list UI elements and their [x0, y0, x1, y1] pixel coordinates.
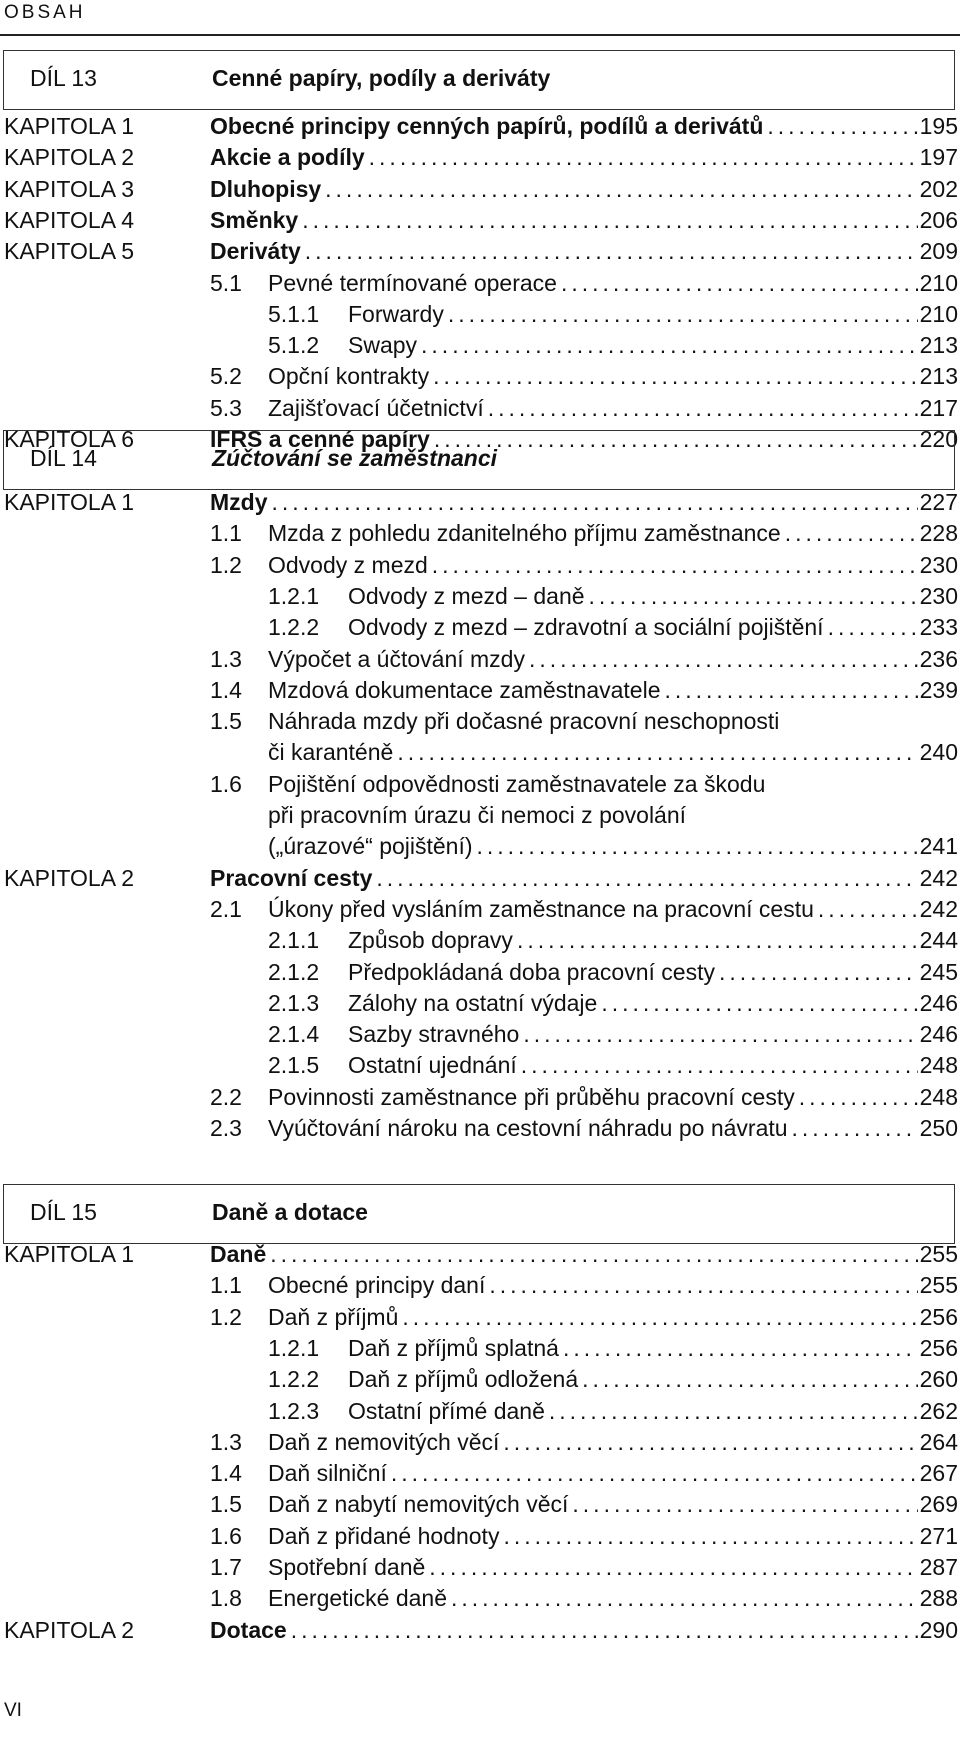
dot-leader — [523, 1019, 918, 1049]
section-number: 1.2.1 — [268, 1334, 320, 1361]
section-title-continuation: či karanténě — [268, 739, 394, 766]
toc-entry[interactable] — [0, 1239, 960, 1269]
toc-entry[interactable] — [0, 393, 960, 423]
toc-entry[interactable] — [0, 174, 960, 204]
toc-entry[interactable] — [0, 361, 960, 391]
part-number: DÍL 14 — [30, 445, 97, 471]
section-number: 5.1.1 — [268, 300, 320, 327]
section-number: 1.5 — [210, 708, 242, 735]
toc-entry[interactable] — [0, 1458, 960, 1488]
chapter-title: Dotace — [210, 1616, 287, 1643]
section-title: Sazby stravného — [348, 1021, 520, 1048]
section-number: 2.1.1 — [268, 927, 320, 954]
dot-leader — [402, 1302, 918, 1332]
section-number: 5.3 — [210, 394, 242, 421]
page-ref: 240 — [919, 739, 958, 766]
dot-leader — [397, 737, 918, 767]
section-title: Daň silniční — [268, 1460, 387, 1487]
part-header — [3, 430, 955, 490]
page-ref: 233 — [919, 614, 958, 641]
dot-leader — [421, 330, 918, 360]
page-ref: 267 — [919, 1460, 958, 1487]
dot-leader — [270, 1239, 918, 1269]
chapter-title: Akcie a podíly — [210, 144, 365, 171]
page-ref: 269 — [919, 1491, 958, 1518]
chapter-title: Mzdy — [210, 489, 268, 515]
page-ref: 287 — [919, 1554, 958, 1580]
chapter-label: KAPITOLA 5 — [4, 238, 134, 265]
section-title: Povinnosti zaměstnance při průběhu pracovní cesty — [268, 1083, 795, 1110]
dot-leader — [503, 1427, 918, 1457]
section-number: 2.1.2 — [268, 958, 320, 985]
toc-entry[interactable] — [0, 1427, 960, 1457]
page-ref: 239 — [919, 676, 958, 703]
page-ref: 264 — [919, 1428, 958, 1455]
section-title: Ostatní ujednání — [348, 1052, 517, 1079]
toc-entry[interactable] — [0, 1019, 960, 1049]
section-number: 1.2.2 — [268, 614, 320, 641]
part-title: Zúčtování se zaměstnanci — [212, 445, 498, 471]
section-number: 1.7 — [210, 1554, 242, 1580]
dot-leader — [785, 518, 918, 548]
toc-entry[interactable] — [0, 894, 960, 924]
toc-entry[interactable] — [0, 205, 960, 235]
section-number: 2.1.5 — [268, 1052, 320, 1079]
chapter-label: KAPITOLA 6 — [4, 426, 134, 452]
toc-entry[interactable] — [0, 769, 960, 799]
page-ref: 246 — [919, 1021, 958, 1048]
chapter-title: IFRS a cenné papíry — [210, 426, 430, 452]
section-number: 1.2 — [210, 1303, 242, 1330]
page-ref: 242 — [919, 895, 958, 922]
dot-leader — [517, 925, 918, 955]
dot-leader — [563, 1333, 918, 1363]
dot-leader — [391, 1458, 918, 1488]
dot-leader — [719, 957, 918, 987]
toc-entry[interactable] — [0, 299, 960, 329]
dot-leader — [325, 174, 918, 204]
page-number: VI — [4, 1700, 22, 1721]
dot-leader — [451, 1583, 918, 1613]
section-number: 2.2 — [210, 1083, 242, 1110]
page-ref: 290 — [919, 1616, 958, 1643]
chapter-title: Daně — [210, 1241, 267, 1267]
chapter-title: Směnky — [210, 206, 299, 233]
dot-leader — [489, 1270, 918, 1300]
section-number: 1.4 — [210, 676, 242, 703]
dot-leader — [369, 142, 918, 172]
page-ref: 256 — [919, 1303, 958, 1330]
part-header — [3, 1184, 955, 1244]
header-rule — [0, 34, 960, 36]
page-ref: 244 — [919, 927, 958, 954]
page-ref: 248 — [919, 1052, 958, 1079]
part-number: DÍL 15 — [30, 1199, 97, 1225]
toc-entry[interactable] — [0, 330, 960, 360]
section-number: 5.2 — [210, 363, 242, 390]
toc-entry[interactable] — [0, 550, 960, 580]
page-ref: 288 — [919, 1585, 958, 1612]
section-number: 1.6 — [210, 770, 242, 797]
page-ref: 246 — [919, 989, 958, 1016]
section-number: 5.1 — [210, 269, 242, 296]
dot-leader — [429, 1552, 918, 1582]
section-title: Náhrada mzdy při dočasné pracovní neschopnosti — [268, 708, 780, 735]
dot-leader — [589, 581, 918, 611]
toc-entry[interactable] — [0, 612, 960, 642]
chapter-title: Deriváty — [210, 238, 301, 265]
dot-leader — [572, 1489, 918, 1519]
chapter-title: Pracovní cesty — [210, 864, 373, 891]
chapter-title: Obecné principy cenných papírů, podílů a derivátů — [210, 113, 764, 139]
toc-entry-continuation — [0, 831, 960, 861]
section-title: Daň z nemovitých věcí — [268, 1428, 500, 1455]
page-ref: 220 — [919, 426, 958, 452]
section-title: Odvody z mezd — [268, 551, 428, 578]
page-ref: 271 — [919, 1522, 958, 1549]
section-title: Vyúčtování nároku na cestovní náhradu po návratu — [268, 1115, 788, 1141]
section-title: Swapy — [348, 332, 418, 359]
chapter-label: KAPITOLA 1 — [4, 113, 134, 139]
page-ref: 227 — [919, 489, 958, 515]
toc-entry[interactable] — [0, 988, 960, 1018]
part-header — [3, 50, 955, 110]
toc-entry[interactable] — [0, 1082, 960, 1112]
dot-leader — [665, 675, 919, 705]
toc-entry[interactable] — [0, 1302, 960, 1332]
page-ref: 210 — [919, 300, 958, 327]
dot-leader — [549, 1396, 918, 1426]
section-title: Ostatní přímé daně — [348, 1397, 545, 1424]
page-ref: 255 — [919, 1272, 958, 1299]
toc-entry[interactable] — [0, 1270, 960, 1300]
page-ref: 245 — [919, 958, 958, 985]
page-ref: 230 — [919, 582, 958, 609]
toc-entry[interactable] — [0, 675, 960, 705]
section-title: Předpokládaná doba pracovní cesty — [348, 958, 715, 985]
toc-entry[interactable] — [0, 1583, 960, 1613]
dot-leader — [291, 1615, 918, 1645]
dot-leader — [799, 1082, 918, 1112]
page-ref: 202 — [919, 175, 958, 202]
page-ref: 195 — [919, 113, 958, 139]
section-number: 1.2 — [210, 551, 242, 578]
section-number: 1.8 — [210, 1585, 242, 1612]
page-ref: 210 — [919, 269, 958, 296]
toc-entry[interactable] — [0, 1333, 960, 1363]
toc-entry[interactable] — [0, 487, 960, 517]
part-number: DÍL 13 — [30, 65, 97, 91]
dot-leader — [792, 1113, 918, 1143]
dot-leader — [488, 393, 918, 423]
chapter-label: KAPITOLA 2 — [4, 1616, 134, 1643]
page-ref: 255 — [919, 1241, 958, 1267]
section-number: 1.1 — [210, 520, 242, 547]
section-title: Způsob dopravy — [348, 927, 513, 954]
section-title: Daň z příjmů splatná — [348, 1334, 559, 1361]
section-title: Daň z příjmů odložená — [348, 1366, 579, 1393]
dot-leader — [503, 1521, 918, 1551]
dot-leader — [582, 1364, 918, 1394]
page-ref: 213 — [919, 363, 958, 390]
dot-leader — [477, 831, 918, 861]
dot-leader — [818, 894, 918, 924]
section-title: Obecné principy daní — [268, 1272, 486, 1299]
part-title: Daně a dotace — [212, 1199, 368, 1225]
page-ref: 228 — [919, 520, 958, 547]
section-number: 1.2.1 — [268, 582, 320, 609]
toc-entry[interactable] — [0, 1552, 960, 1582]
section-title: Daň z přidané hodnoty — [268, 1522, 500, 1549]
page-ref: 197 — [919, 144, 958, 171]
toc-entry[interactable] — [0, 142, 960, 172]
section-title: Výpočet a účtování mzdy — [268, 645, 525, 672]
running-header: OBSAH — [4, 2, 86, 23]
section-number: 1.1 — [210, 1272, 242, 1299]
dot-leader — [521, 1050, 918, 1080]
section-title: Energetické daně — [268, 1585, 448, 1612]
section-title: Daň z příjmů — [268, 1303, 399, 1330]
chapter-label: KAPITOLA 4 — [4, 206, 134, 233]
toc-entry[interactable] — [0, 1521, 960, 1551]
section-title: Pevné termínované operace — [268, 269, 557, 296]
dot-leader — [305, 236, 918, 266]
page-ref: 230 — [919, 551, 958, 578]
section-title: Forwardy — [348, 300, 444, 327]
chapter-title: Dluhopisy — [210, 175, 322, 202]
dot-leader — [828, 612, 918, 642]
toc-entry[interactable] — [0, 1364, 960, 1394]
section-number: 1.2.3 — [268, 1397, 320, 1424]
section-number: 1.2.2 — [268, 1366, 320, 1393]
section-number: 2.3 — [210, 1115, 242, 1141]
section-title: Zálohy na ostatní výdaje — [348, 989, 598, 1016]
section-title: Daň z nabytí nemovitých věcí — [268, 1491, 569, 1518]
section-number: 2.1.3 — [268, 989, 320, 1016]
toc-entry[interactable] — [0, 706, 960, 736]
section-number: 1.6 — [210, 1522, 242, 1549]
toc-entry[interactable] — [0, 957, 960, 987]
section-title: Mzdová dokumentace zaměstnavatele — [268, 676, 661, 703]
page-ref: 242 — [919, 864, 958, 891]
page-ref: 260 — [919, 1366, 958, 1393]
section-title: Odvody z mezd – zdravotní a sociální pojištění — [348, 614, 824, 641]
dot-leader — [376, 863, 918, 893]
page-ref: 250 — [919, 1115, 958, 1141]
section-number: 1.4 — [210, 1460, 242, 1487]
dot-leader — [448, 299, 918, 329]
section-number: 1.3 — [210, 645, 242, 672]
section-title: Zajišťovací účetnictví — [268, 394, 484, 421]
page-ref: 256 — [919, 1334, 958, 1361]
page-ref: 217 — [919, 394, 958, 421]
section-title: Spotřební daně — [268, 1554, 426, 1580]
toc-entry[interactable] — [0, 236, 960, 266]
section-number: 1.5 — [210, 1491, 242, 1518]
page-ref: 209 — [919, 238, 958, 265]
toc-entry-continuation — [0, 800, 960, 830]
toc-entry[interactable] — [0, 644, 960, 674]
dot-leader — [432, 550, 918, 580]
toc-entry[interactable] — [0, 1113, 960, 1143]
toc-entry[interactable] — [0, 1050, 960, 1080]
toc-entry[interactable] — [0, 111, 960, 141]
toc-entry[interactable] — [0, 925, 960, 955]
toc-entry[interactable] — [0, 518, 960, 548]
toc-entry-continuation — [0, 737, 960, 767]
section-title: Opční kontrakty — [268, 363, 430, 390]
chapter-label: KAPITOLA 1 — [4, 1241, 134, 1267]
part-title: Cenné papíry, podíly a deriváty — [212, 65, 551, 91]
page-ref: 262 — [919, 1397, 958, 1424]
toc-entry[interactable] — [0, 581, 960, 611]
section-title: Mzda z pohledu zdanitelného příjmu zaměstnance — [268, 520, 781, 547]
toc-entry[interactable] — [0, 1615, 960, 1645]
dot-leader — [272, 487, 919, 517]
page-ref: 241 — [919, 833, 958, 860]
section-title: Úkony před vysláním zaměstnance na pracovní cestu — [268, 895, 814, 922]
section-number: 2.1 — [210, 895, 242, 922]
page-ref: 213 — [919, 332, 958, 359]
chapter-label: KAPITOLA 2 — [4, 144, 134, 171]
chapter-label: KAPITOLA 1 — [4, 489, 134, 515]
dot-leader — [529, 644, 918, 674]
chapter-label: KAPITOLA 2 — [4, 864, 134, 891]
dot-leader — [601, 988, 918, 1018]
section-number: 2.1.4 — [268, 1021, 320, 1048]
page-ref: 236 — [919, 645, 958, 672]
toc-entry[interactable] — [0, 1489, 960, 1519]
section-title-continuation: („úrazové“ pojištění) — [268, 833, 473, 860]
toc-entry[interactable] — [0, 863, 960, 893]
section-title-continuation: při pracovním úrazu či nemoci z povolání — [268, 802, 687, 828]
page-ref: 206 — [919, 206, 958, 233]
dot-leader — [561, 268, 918, 298]
toc-entry[interactable] — [0, 268, 960, 298]
chapter-label: KAPITOLA 3 — [4, 175, 134, 202]
section-title: Pojištění odpovědnosti zaměstnavatele za škodu — [268, 770, 766, 797]
dot-leader — [302, 205, 918, 235]
dot-leader — [433, 361, 918, 391]
section-number: 5.1.2 — [268, 332, 320, 359]
page-ref: 248 — [919, 1083, 958, 1110]
section-number: 1.3 — [210, 1428, 242, 1455]
section-title: Odvody z mezd – daně — [348, 582, 585, 609]
toc-entry[interactable] — [0, 1396, 960, 1426]
dot-leader — [767, 111, 918, 141]
